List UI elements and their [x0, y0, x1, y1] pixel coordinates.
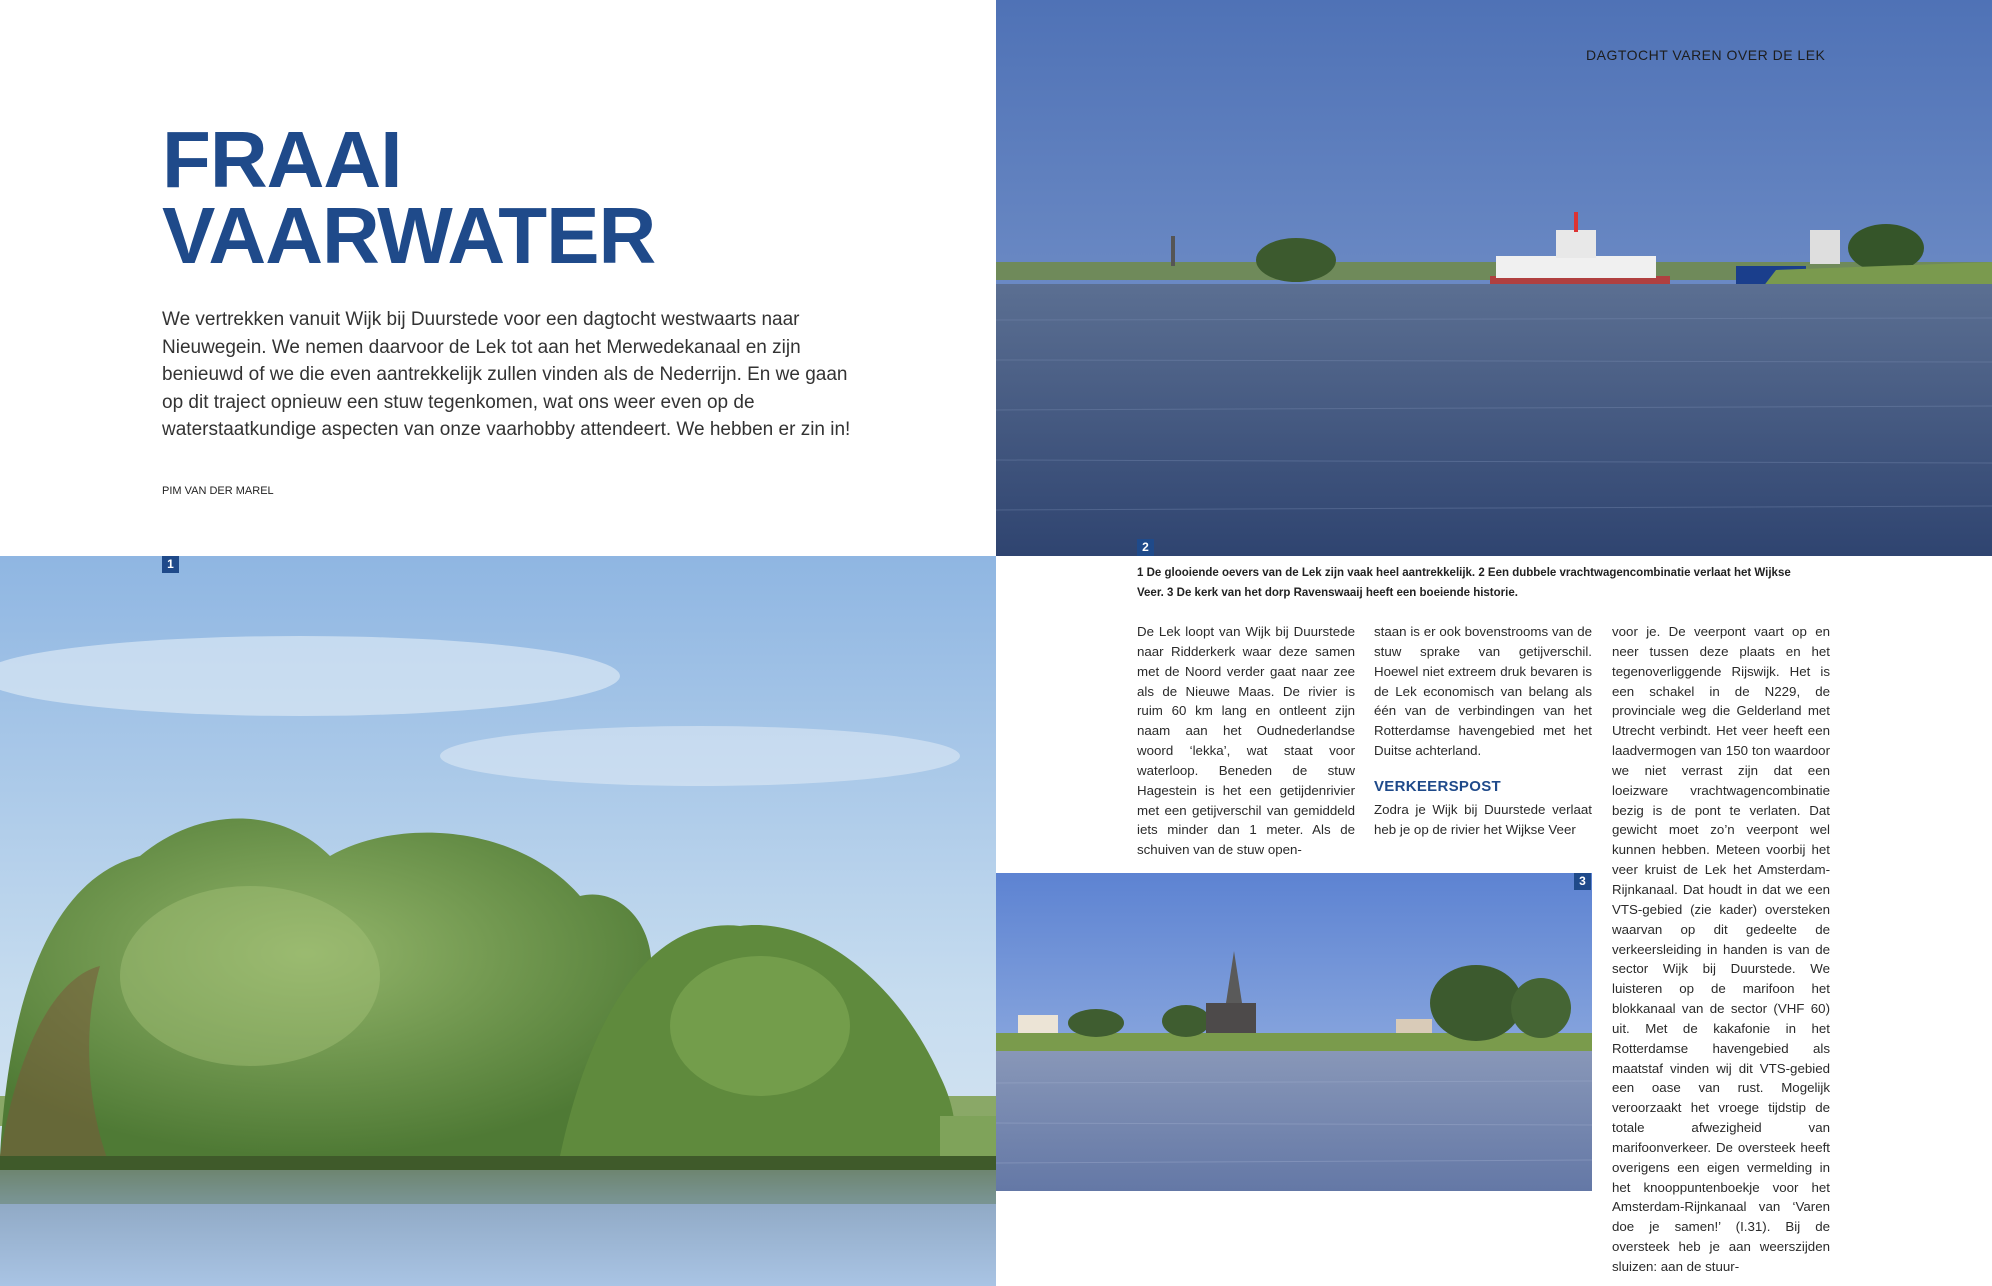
author-byline: PIM VAN DER MAREL — [162, 485, 274, 497]
running-head: DAGTOCHT VAREN OVER DE LEK — [1586, 47, 1826, 63]
photo-church-village-image — [996, 873, 1592, 1191]
body-column-2-continued: Zodra je Wijk bij Duurstede verlaat heb je op de rivier het Wijkse Veer — [1374, 802, 1592, 837]
photo-caption: 1 De glooiende oevers van de Lek zijn vaak heel aantrekkelijk. 2 Een dubbele vrachtwagencombinatie verlaat het Wijkse Veer. 3 De kerk van het dorp Ravenswaaij heeft een boeiende historie. — [1137, 567, 1791, 599]
photo-number-3: 3 — [1574, 873, 1591, 890]
title-line-1: FRAAI — [162, 115, 402, 204]
photo-number-1: 1 — [162, 556, 179, 573]
intro-paragraph: We vertrekken vanuit Wijk bij Duurstede voor een dagtocht westwaarts naar Nieuwegein. We nemen daarvoor de Lek tot aan het Merwedekanaal en zijn benieuwd of we die even aantrekkelijk zullen vinden als de Nederrijn. En we gaan op dit traject opnieuw een stuw tegenkomen, wat ons weer even op de waterstaatkundige aspecten van onze vaarhobby attendeert. We hebben er zin in! — [162, 309, 851, 440]
section-heading: VERKEERSPOST — [1374, 778, 1501, 795]
photo-number-2: 2 — [1137, 539, 1154, 556]
photo-ferry-image — [996, 0, 1992, 556]
body-column-1: De Lek loopt van Wijk bij Duurstede naar Ridderkerk waar deze samen met de Noord verder gaat naar zee als de Nieuwe Maas. De rivier is ruim 60 km lang en ontleent zijn naam aan het Oudnederlandse woord ‘lekka’, wat staat voor waterloop. Beneden de stuw Hagestein is het een getijdenrivier met een getijverschil van gemiddeld iets minder dan 1 meter. Als de schuiven van de stuw open- — [1137, 624, 1355, 858]
body-column-2: staan is er ook bovenstrooms van de stuw sprake van getijverschil. Hoewel niet extreem druk bevaren is de Lek economisch van belang als één van de verbindingen van het Rotterdamse havengebied met het Duitse achterland. — [1374, 624, 1592, 759]
photo-river-trees-image — [0, 556, 996, 1286]
title-line-2: VAARWATER — [162, 191, 656, 280]
article-title — [162, 115, 862, 280]
photo-ferry — [996, 0, 1992, 556]
photo-river-trees — [0, 556, 996, 1286]
photo-church-village — [996, 873, 1592, 1191]
body-column-3: voor je. De veerpont vaart op en neer tussen deze plaats en het tegenoverliggende Rijswijk. Het is een schakel in de N229, de provinciale weg die Gelderland met Utrecht verbindt. Het veer heeft een laadvermogen van 150 ton waardoor we niet verrast zijn dat een loeizware vrachtwagencombinatie bezig is de pont te verlaten. Dat gewicht moet zo’n veerpont wel kunnen hebben. Meteen voorbij het veer kruist de Lek het Amsterdam-Rijnkanaal. Dat houdt in dat we een VTS-gebied (zie kader) oversteken waarvan op dit gedeelte de verkeersleiding in handen is van de sector Wijk bij Duurstede. We luisteren op de marifoon het blokkanaal van de sector (VHF 60) uit. Met de kakafonie in het Rotterdamse havengebied als maatstaf vinden wij dit VTS-gebied een oase van rust. Mogelijk veroorzaakt het vroege tijdstip de totale afwezigheid van marifoonverkeer. De oversteek heeft overigens een eigen vermelding in het knooppuntenboekje voor het Amsterdam-Rijnkanaal van ‘Varen doe je samen!’ (I.31). Bij de oversteek heb je aan weerszijden sluizen: aan de stuur- — [1612, 624, 1830, 1274]
